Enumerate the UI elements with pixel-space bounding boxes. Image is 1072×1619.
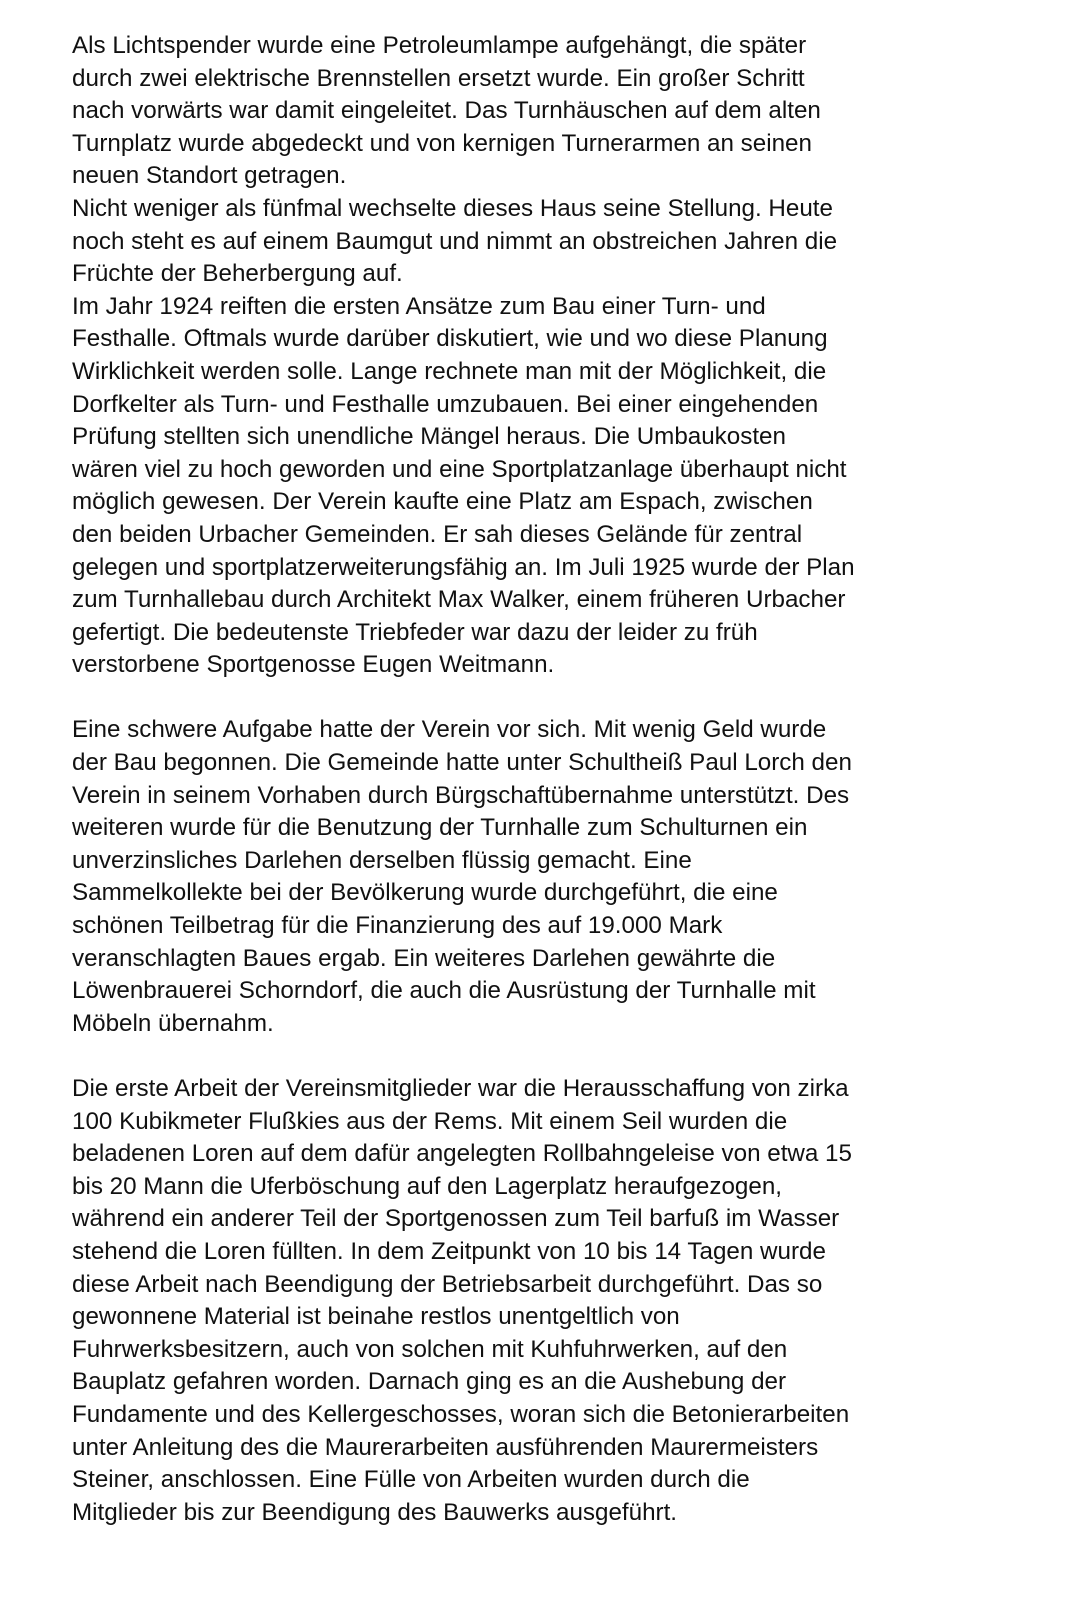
- text-line: bis 20 Mann die Uferböschung auf den Lagerplatz heraufgezogen,: [72, 1172, 782, 1200]
- text-line: neuen Standort getragen.: [72, 162, 347, 190]
- paragraph-lighting: [72, 30, 1012, 193]
- paragraph-construction-work: [72, 1073, 1012, 1529]
- paragraph-hall-planning: [72, 291, 1012, 682]
- text-line: Turnplatz wurde abgedeckt und von kernigen Turnerarmen an seinen: [72, 129, 812, 157]
- text-line: Früchte der Beherbergung auf.: [72, 260, 403, 288]
- text-line: beladenen Loren auf dem dafür angelegten Rollbahngeleise von etwa 15: [72, 1140, 852, 1168]
- text-line: 100 Kubikmeter Flußkies aus der Rems. Mit einem Seil wurden die: [72, 1107, 788, 1135]
- text-line: Sammelkollekte bei der Bevölkerung wurde durchgeführt, die eine: [72, 879, 778, 907]
- text-line: unter Anleitung des die Maurerarbeiten ausführenden Maurermeisters: [72, 1433, 819, 1461]
- text-line: Möbeln übernahm.: [72, 1009, 274, 1037]
- text-line: durch zwei elektrische Brennstellen ersetzt wurde. Ein großer Schritt: [72, 64, 805, 92]
- document-page: [72, 30, 1012, 1529]
- text-line: veranschlagten Baues ergab. Ein weiteres Darlehen gewährte die: [72, 944, 776, 972]
- text-line: gelegen und sportplatzerweiterungsfähig an. Im Juli 1925 wurde der Plan: [72, 553, 855, 581]
- text-line: Löwenbrauerei Schorndorf, die auch die Ausrüstung der Turnhalle mit: [72, 977, 816, 1005]
- text-line: Im Jahr 1924 reiften die ersten Ansätze zum Bau einer Turn- und: [72, 292, 766, 320]
- text-line: nach vorwärts war damit eingeleitet. Das Turnhäuschen auf dem alten: [72, 97, 821, 125]
- text-line: wären viel zu hoch geworden und eine Sportplatzanlage überhaupt nicht: [72, 455, 847, 483]
- text-line: den beiden Urbacher Gemeinden. Er sah dieses Gelände für zentral: [72, 520, 803, 548]
- text-line: gewonnene Material ist beinahe restlos unentgeltlich von: [72, 1303, 680, 1331]
- text-line: Wirklichkeit werden solle. Lange rechnete man mit der Möglichkeit, die: [72, 357, 827, 385]
- text-line: Dorfkelter als Turn- und Festhalle umzubauen. Bei einer eingehenden: [72, 390, 819, 418]
- paragraph-spacer: [72, 1040, 1012, 1073]
- text-line: Die erste Arbeit der Vereinsmitglieder war die Herausschaffung von zirka: [72, 1075, 849, 1102]
- paragraph-spacer: [72, 682, 1012, 715]
- text-line: Fuhrwerksbesitzern, auch von solchen mit Kuhfuhrwerken, auf den: [72, 1335, 788, 1363]
- text-line: Mitglieder bis zur Beendigung des Bauwerks ausgeführt.: [72, 1498, 678, 1526]
- text-line: stehend die Loren füllten. In dem Zeitpunkt von 10 bis 14 Tagen wurde: [72, 1237, 826, 1265]
- text-line: diese Arbeit nach Beendigung der Betriebsarbeit durchgeführt. Das so: [72, 1270, 823, 1298]
- text-line: zum Turnhallebau durch Architekt Max Walker, einem früheren Urbacher: [72, 586, 846, 614]
- text-line: Eine schwere Aufgabe hatte der Verein vor sich. Mit wenig Geld wurde: [72, 716, 827, 744]
- text-line: verstorbene Sportgenosse Eugen Weitmann.: [72, 651, 555, 679]
- paragraph-financing: [72, 714, 1012, 1040]
- text-line: der Bau begonnen. Die Gemeinde hatte unter Schultheiß Paul Lorch den: [72, 749, 852, 777]
- text-line: Prüfung stellten sich unendliche Mängel heraus. Die Umbaukosten: [72, 423, 786, 451]
- text-line: gefertigt. Die bedeutenste Triebfeder war dazu der leider zu früh: [72, 618, 758, 646]
- text-line: unverzinsliches Darlehen derselben flüssig gemacht. Eine: [72, 846, 692, 874]
- text-line: Fundamente und des Kellergeschosses, woran sich die Betonierarbeiten: [72, 1400, 850, 1428]
- text-line: während ein anderer Teil der Sportgenossen zum Teil barfuß im Wasser: [72, 1205, 840, 1233]
- text-line: Verein in seinem Vorhaben durch Bürgschaftübernahme unterstützt. Des: [72, 781, 850, 809]
- text-line: noch steht es auf einem Baumgut und nimmt an obstreichen Jahren die: [72, 227, 838, 255]
- text-line: schönen Teilbetrag für die Finanzierung des auf 19.000 Mark: [72, 912, 723, 940]
- paragraph-house-moves: [72, 193, 1012, 291]
- text-line: Als Lichtspender wurde eine Petroleumlampe aufgehängt, die später: [72, 32, 807, 59]
- text-line: weiteren wurde für die Benutzung der Turnhalle zum Schulturnen ein: [72, 814, 808, 842]
- text-line: Bauplatz gefahren worden. Darnach ging es an die Aushebung der: [72, 1368, 787, 1396]
- text-line: möglich gewesen. Der Verein kaufte eine Platz am Espach, zwischen: [72, 488, 813, 516]
- text-line: Festhalle. Oftmals wurde darüber diskutiert, wie und wo diese Planung: [72, 325, 828, 353]
- text-line: Steiner, anschlossen. Eine Fülle von Arbeiten wurden durch die: [72, 1466, 750, 1494]
- text-line: Nicht weniger als fünfmal wechselte dieses Haus seine Stellung. Heute: [72, 194, 833, 222]
